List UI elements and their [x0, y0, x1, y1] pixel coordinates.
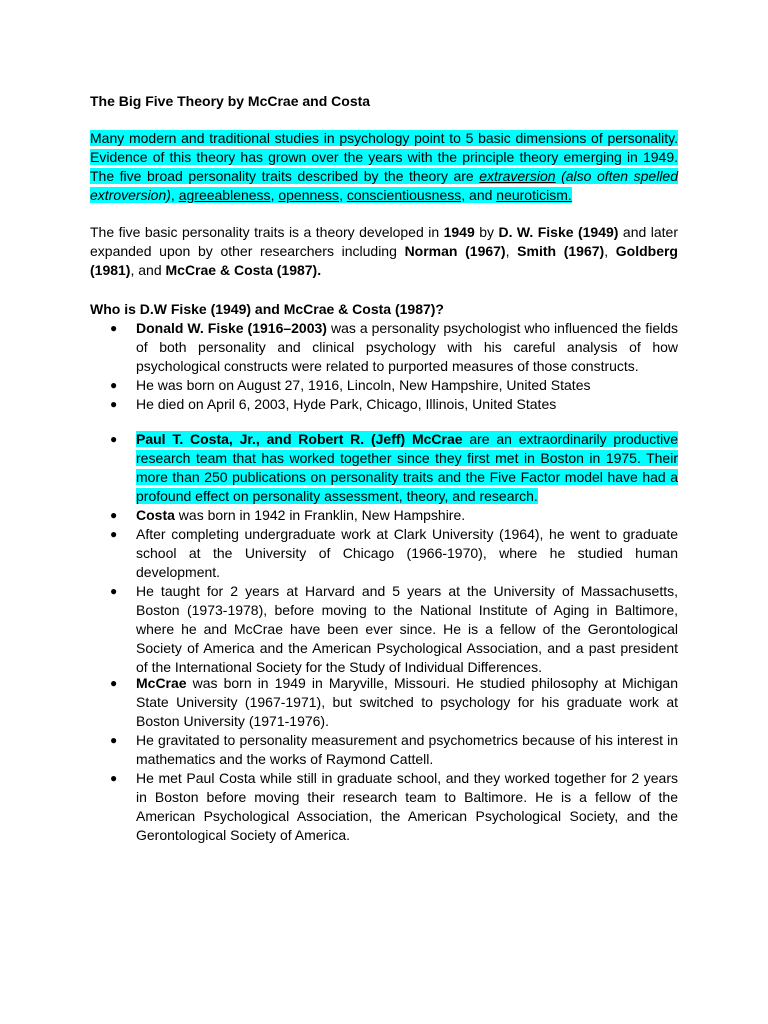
intro-paragraph [90, 129, 678, 205]
year-1949: 1949 [443, 224, 475, 240]
trait-extraversion: extraversion [479, 168, 556, 184]
costa-list [90, 430, 678, 677]
who-heading: Who is D.W Fiske (1949) and McCrae & Costa (1987)? [90, 301, 444, 317]
mccrae-list [90, 674, 678, 845]
list-item: ● McCrae was born in 1949 in Maryville, Missouri. He studied philosophy at Michigan State University (1967-1971), but switched to psychology for his graduate work at Boston University (1971-1976). [90, 674, 678, 731]
list-item: ● He taught for 2 years at Harvard and 5 years at the University of Massachusetts, Boston (1973-1978), before moving to the National Institute of Aging in Baltimore, where he and McCrae have been ever since. He is a fellow of the Gerontological Society of America and the American Psychological Association, and a past president of the International Society for the Study of Individual Differences. [90, 582, 678, 677]
alt-spelling-note: (also often spelled extroversion) [90, 168, 678, 203]
fiske-ref: D. W. Fiske (1949) [498, 224, 619, 240]
history-paragraph: The five basic personality traits is a theory developed in 1949 by D. W. Fiske (1949) and later expanded upon by other researchers including Norman (1967), Smith (1967), Goldberg (1981), and McCrae & Costa (1987). [90, 224, 678, 278]
list-item-highlighted [90, 430, 678, 506]
norman-ref: Norman (1967) [404, 243, 506, 259]
mccrae-costa-ref: McCrae & Costa (1987). [165, 262, 322, 278]
intro-text: Many modern and traditional studies in psychology point to 5 basic dimensions of personality. Evidence of this theory has grown over the years with the principle theory emerging in 1949. The five broad personality traits described by the theory are [90, 130, 678, 184]
list-item: ● Donald W. Fiske (1916–2003) was a personality psychologist who influenced the fields of both personality and clinical psychology with his careful analysis of how psychological constructs were related to purported measures of those constructs. [90, 319, 678, 376]
trait-neuroticism: neuroticism. [496, 187, 572, 203]
intro-highlight: Many modern and traditional studies in psychology point to 5 basic dimensions of personality. Evidence of this theory has grown over the years with the principle theory emerging in 1949. The five broad personality traits described by the theory are extraversion (also often spelled extroversion), agreeableness, openness, conscientiousness, and neuroticism. [90, 130, 678, 203]
list-item: ● After completing undergraduate work at Clark University (1964), he went to graduate school at the University of Chicago (1966-1970), where he studied human development. [90, 525, 678, 582]
trait-conscientiousness: conscientiousness, [346, 187, 466, 203]
goldberg-ref: Goldberg (1981) [90, 243, 678, 278]
list-item: ● He gravitated to personality measurement and psychometrics because of his interest in mathematics and the works of Raymond Cattell. [90, 731, 678, 769]
smith-ref: Smith (1967) [517, 243, 605, 259]
trait-agreeableness: agreeableness [178, 187, 271, 203]
document-title: The Big Five Theory by McCrae and Costa [90, 93, 371, 109]
fiske-list [90, 319, 678, 414]
list-item: ● He died on April 6, 2003, Hyde Park, Chicago, Illinois, United States [90, 395, 678, 414]
list-item: ● He was born on August 27, 1916, Lincoln, New Hampshire, United States [90, 376, 678, 395]
list-item: ● Costa was born in 1942 in Franklin, New Hampshire. [90, 506, 678, 525]
list-item: ● He met Paul Costa while still in graduate school, and they worked together for 2 years in Boston before moving their research team to Baltimore. He is a fellow of the American Psychological Association, the American Psychological Society, and the Gerontological Society of America. [90, 769, 678, 845]
trait-openness: openness [278, 187, 340, 203]
team-highlight: Paul T. Costa, Jr., and Robert R. (Jeff) McCrae are an extraordinarily productive research team that has worked together since they first met in Boston in 1975. Their more than 250 publications on personality traits and the Five Factor model have had a profound effect on personality assessment, theory, and research. [136, 431, 678, 504]
